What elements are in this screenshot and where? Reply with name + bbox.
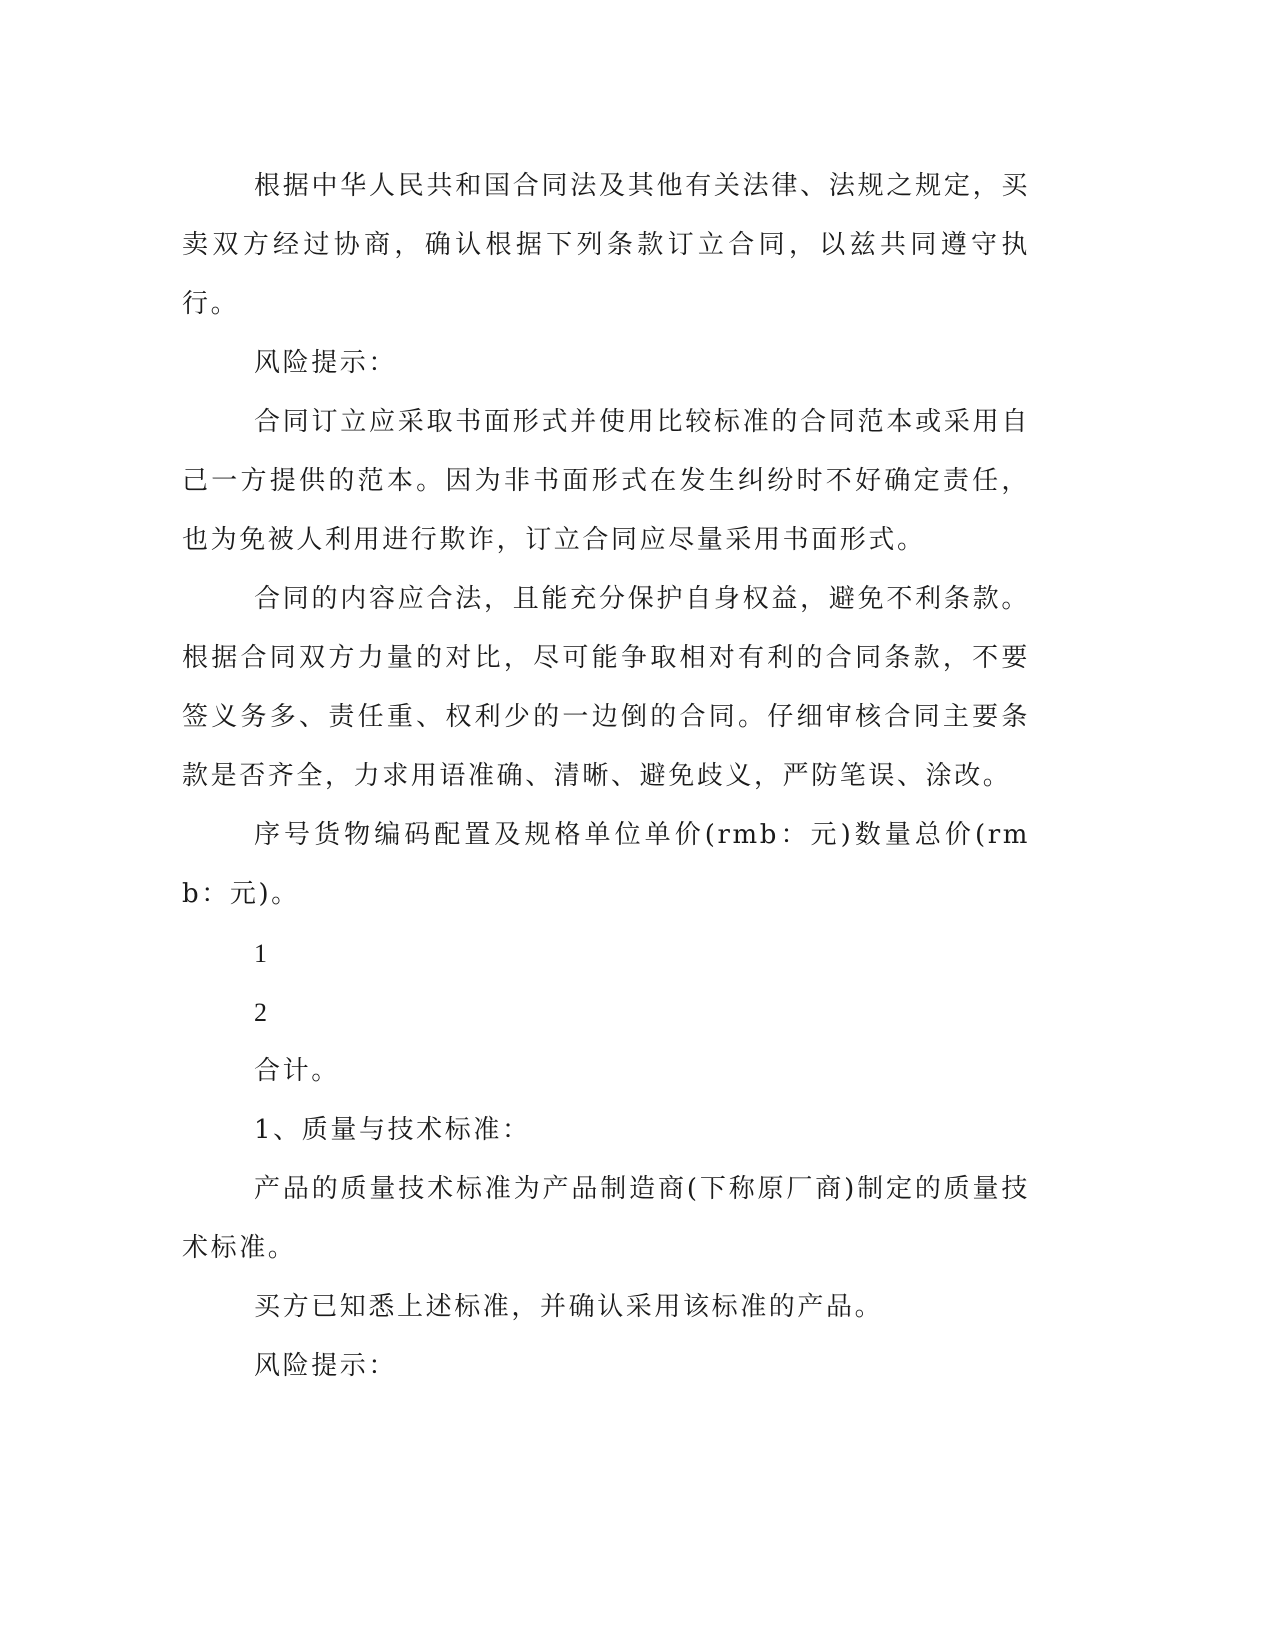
paragraph-row-1: 1 (254, 939, 270, 968)
paragraph-content-legal: 合同的内容应合法，且能充分保护自身权益，避免不利条款。根据合同双方力量的对比，尽可能争取相对有利的合同条款，不要签义务多、责任重、权利少的一边倒的合同。仔细审核合同主要条款是否齐全，力求用语准确、清晰、避免歧义，严防笔误、涂改。 (182, 584, 1030, 791)
paragraph-risk-tip-heading-2: 风险提示： (254, 1351, 398, 1381)
paragraph-total: 合计。 (254, 1056, 340, 1086)
paragraph-contract-basis: 根据中华人民共和国合同法及其他有关法律、法规之规定，买卖双方经过协商，确认根据下列条款订立合同，以兹共同遵守执行。 (182, 171, 1030, 319)
paragraph-goods-table-header: 序号货物编码配置及规格单位单价(rmb：元)数量总价(rmb：元)。 (182, 820, 1030, 909)
paragraph-written-form: 合同订立应采取书面形式并使用比较标准的合同范本或采用自己一方提供的范本。因为非书面形式在发生纠纷时不好确定责任，也为免被人利用进行欺诈，订立合同应尽量采用书面形式。 (182, 407, 1030, 555)
paragraph-risk-tip-heading: 风险提示： (254, 348, 398, 378)
paragraph-quality-standard: 产品的质量技术标准为产品制造商(下称原厂商)制定的质量技术标准。 (182, 1174, 1030, 1263)
paragraph-row-2: 2 (254, 998, 270, 1027)
document-body (182, 157, 1030, 1396)
paragraph-buyer-acknowledge: 买方已知悉上述标准，并确认采用该标准的产品。 (254, 1292, 884, 1322)
paragraph-quality-heading: 1、质量与技术标准： (254, 1115, 531, 1145)
